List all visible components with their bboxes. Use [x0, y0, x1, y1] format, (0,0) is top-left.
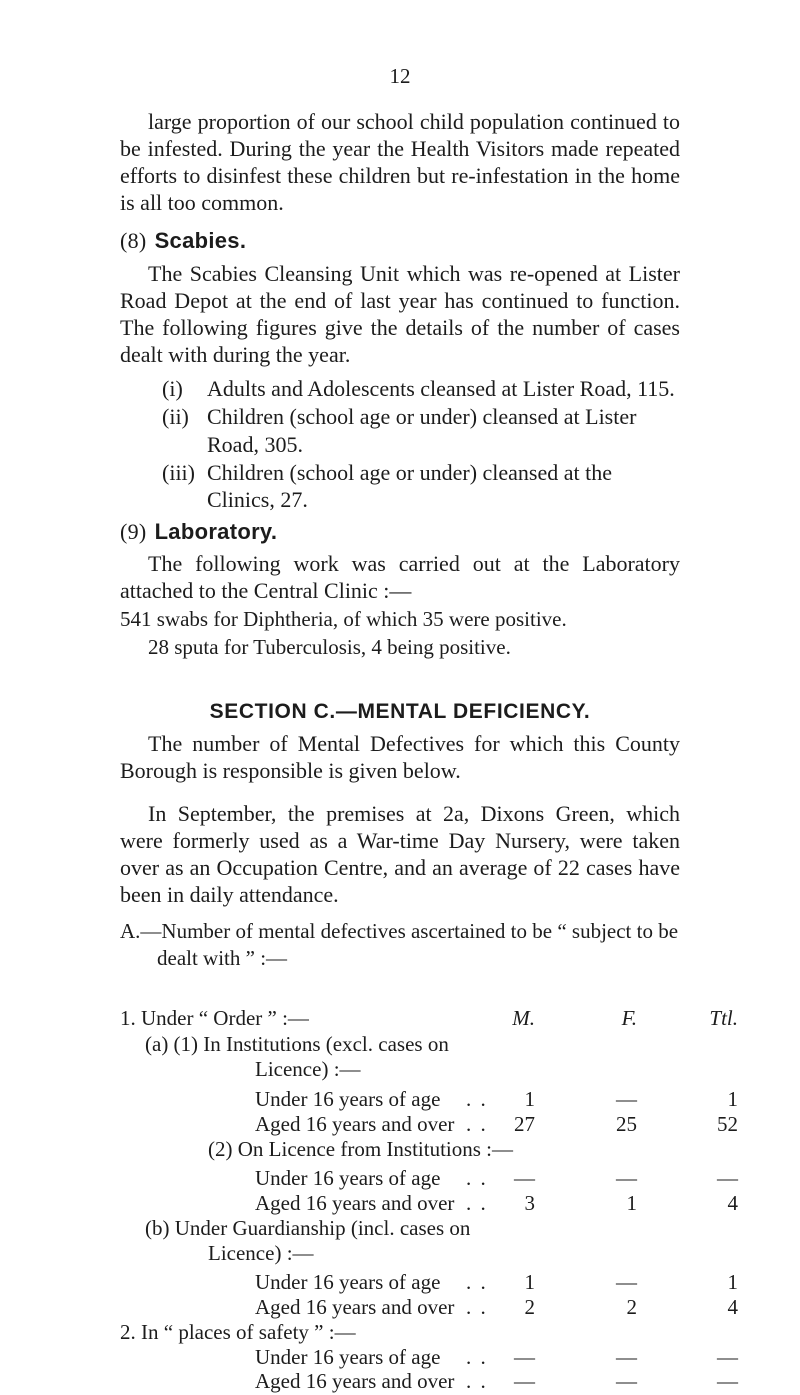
leader-dots: . .	[466, 1166, 488, 1190]
section-c-a-line-2: dealt with ” :—	[157, 946, 288, 970]
cell-ttl: —	[717, 1369, 738, 1393]
laboratory-title: Laboratory.	[154, 519, 278, 544]
cell-m: 27	[514, 1112, 535, 1136]
table-b-line-1: (b) Under Guardianship (incl. cases on	[145, 1216, 471, 1240]
cell-m: 1	[524, 1270, 535, 1294]
cell-f: —	[616, 1270, 637, 1294]
table-row-label: Aged 16 years and over	[255, 1191, 455, 1215]
laboratory-number: (9)	[120, 519, 147, 544]
table-b-line-2: Licence) :—	[208, 1241, 314, 1265]
intro-paragraph: large proportion of our school child population continued to be infested. During the year the Health Visitors made repeated efforts to disinfest these children but re-infestation in the home is all too common.	[120, 109, 680, 215]
table-row-label: Aged 16 years and over	[255, 1112, 455, 1136]
section-c-para-1: The number of Mental Defectives for which this County Borough is responsible is given below.	[120, 731, 680, 783]
cell-m: 2	[524, 1295, 535, 1319]
item-number: (i)	[162, 376, 183, 401]
cell-ttl: 52	[717, 1112, 738, 1136]
cell-ttl: —	[717, 1166, 738, 1190]
table-a1-line-1: (a) (1) In Institutions (excl. cases on	[145, 1032, 449, 1056]
cell-ttl: 1	[727, 1087, 738, 1111]
leader-dots: . .	[466, 1087, 488, 1111]
cell-ttl: 4	[727, 1191, 738, 1215]
cell-f: —	[616, 1087, 637, 1111]
cell-ttl: —	[717, 1345, 738, 1369]
laboratory-line-1: 541 swabs for Diphtheria, of which 35 were positive.	[120, 607, 567, 631]
item-number: (ii)	[162, 404, 189, 429]
table-row-label: Under 16 years of age	[255, 1270, 441, 1294]
leader-dots: . .	[466, 1112, 488, 1136]
table-a1-line-2: Licence) :—	[255, 1057, 361, 1081]
section-c-a-line-1: A.—Number of mental defectives ascertained to be “ subject to be	[120, 919, 679, 943]
leader-dots: . .	[466, 1295, 488, 1319]
table-heading-1: 1. Under “ Order ” :—	[120, 1006, 309, 1030]
cell-m: —	[514, 1345, 535, 1369]
cell-m: 1	[524, 1087, 535, 1111]
item-number: (iii)	[162, 460, 195, 485]
header-ttl: Ttl.	[709, 1006, 738, 1030]
table-row-label: Under 16 years of age	[255, 1087, 441, 1111]
table-row-label: Aged 16 years and over	[255, 1369, 455, 1393]
scabies-heading	[120, 228, 246, 254]
laboratory-line-2: 28 sputa for Tuberculosis, 4 being positive.	[148, 635, 511, 659]
header-m: M.	[512, 1006, 535, 1030]
leader-dots: . .	[466, 1369, 488, 1393]
leader-dots: . .	[466, 1270, 488, 1294]
item-text-cont: Road, 305.	[207, 432, 303, 457]
cell-ttl: 4	[727, 1295, 738, 1319]
cell-m: —	[514, 1166, 535, 1190]
scabies-paragraph: The Scabies Cleansing Unit which was re-opened at Lister Road Depot at the end of last year has continued to function. The following figures give the details of the number of cases dealt with during the year.	[120, 261, 680, 367]
scabies-number: (8)	[120, 228, 147, 253]
header-f: F.	[621, 1006, 637, 1030]
table-row-label: Aged 16 years and over	[255, 1295, 455, 1319]
cell-m: 3	[524, 1191, 535, 1215]
cell-f: 1	[626, 1191, 637, 1215]
laboratory-heading	[120, 519, 277, 545]
leader-dots: . .	[466, 1345, 488, 1369]
cell-f: —	[616, 1166, 637, 1190]
section-c-title: SECTION C.—MENTAL DEFICIENCY.	[209, 700, 591, 723]
cell-m: —	[514, 1369, 535, 1393]
item-text: Children (school age or under) cleansed at the Clinics, 27.	[207, 460, 613, 512]
table-a2-line: (2) On Licence from Institutions :—	[208, 1137, 514, 1161]
item-text: Adults and Adolescents cleansed at Lister Road, 115.	[207, 376, 675, 401]
cell-f: —	[616, 1345, 637, 1369]
section-c-para-2: In September, the premises at 2a, Dixons Green, which were formerly used as a War-time Day Nursery, were taken over as an Occupation Centre, and an average of 22 cases have been in daily attendance.	[120, 801, 680, 907]
laboratory-paragraph: The following work was carried out at the Laboratory attached to the Central Clinic :—	[120, 551, 680, 603]
table-heading-2: 2. In “ places of safety ” :—	[120, 1320, 356, 1344]
cell-f: 2	[626, 1295, 637, 1319]
cell-ttl: 1	[727, 1270, 738, 1294]
scabies-title: Scabies.	[154, 228, 247, 253]
item-text: Children (school age or under) cleansed at Lister	[207, 404, 637, 429]
page-number: 12	[389, 64, 411, 88]
table-row-label: Under 16 years of age	[255, 1345, 441, 1369]
cell-f: 25	[616, 1112, 637, 1136]
table-row-label: Under 16 years of age	[255, 1166, 441, 1190]
leader-dots: . .	[466, 1191, 488, 1215]
cell-f: —	[616, 1369, 637, 1393]
